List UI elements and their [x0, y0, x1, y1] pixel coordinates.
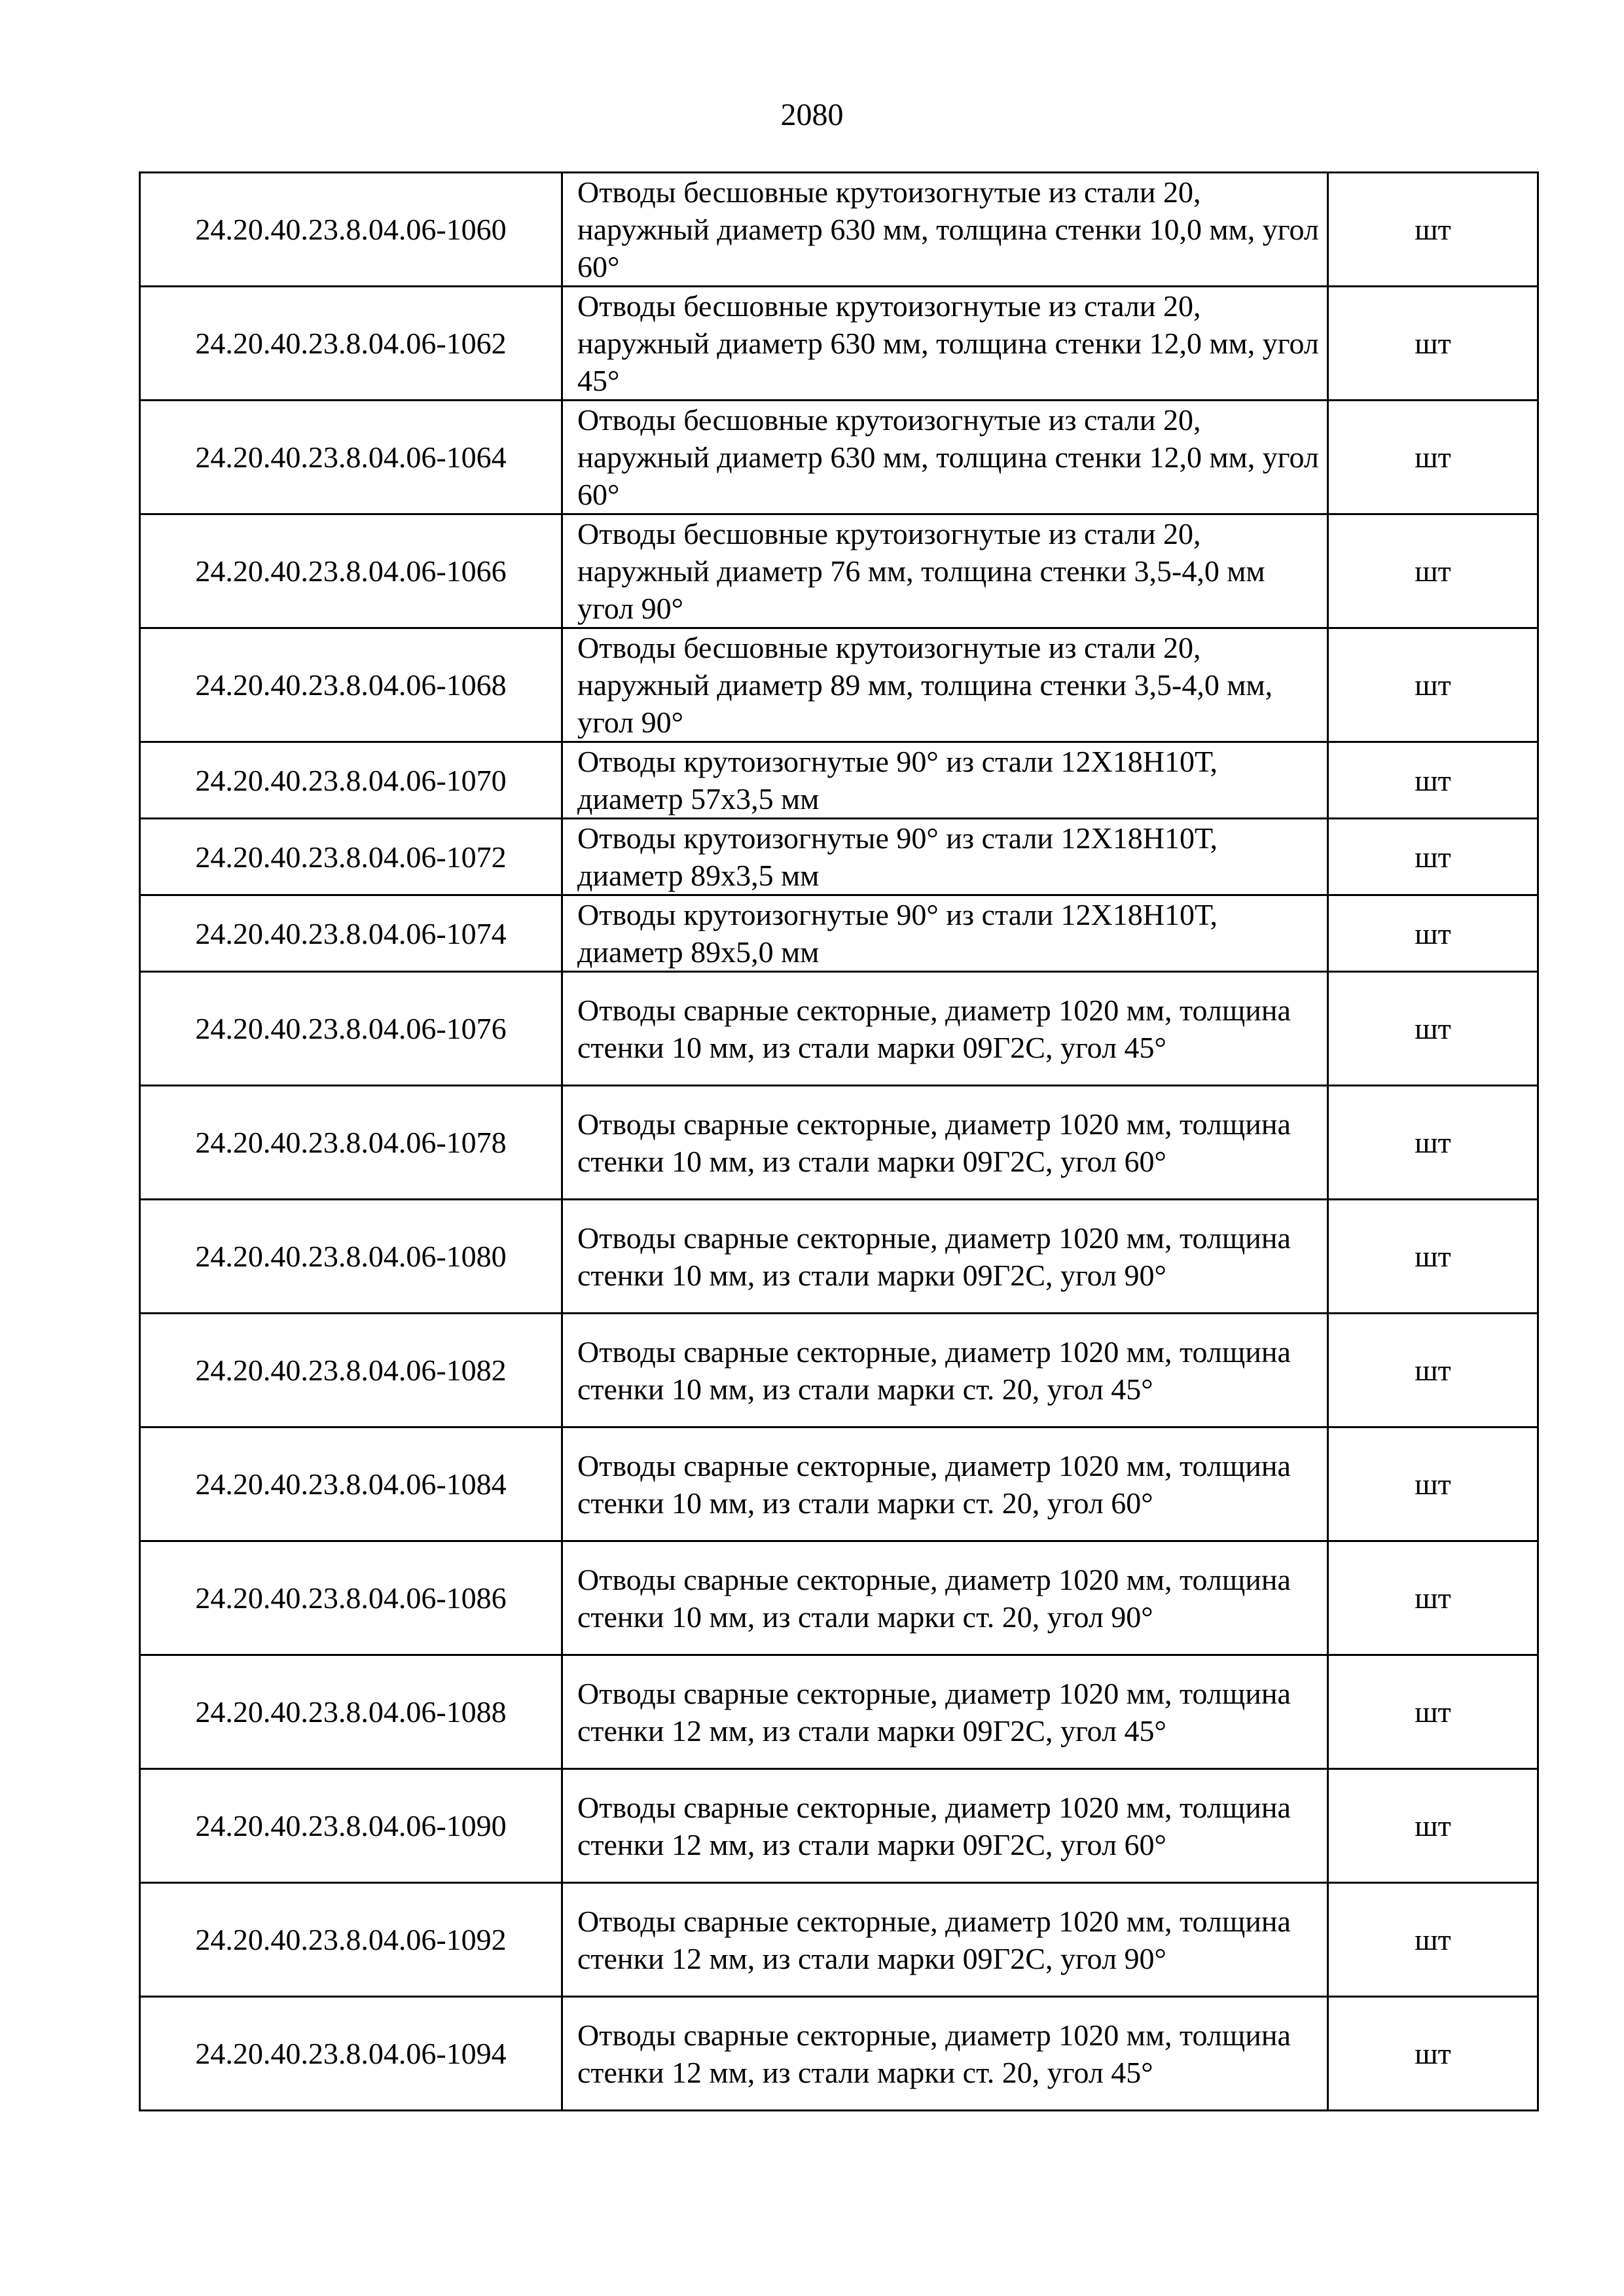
table-row: [140, 173, 1538, 287]
table-row: [140, 1541, 1538, 1655]
row-code: 24.20.40.23.8.04.06-1076: [140, 972, 562, 1086]
row-unit: шт: [1328, 1314, 1538, 1427]
table-row: [140, 628, 1538, 742]
row-code: 24.20.40.23.8.04.06-1070: [140, 742, 562, 819]
table-row: [140, 1769, 1538, 1883]
row-description: Отводы крутоизогнутые 90° из стали 12Х18Н10Т, диаметр 57х3,5 мм: [562, 742, 1328, 819]
row-description: Отводы сварные секторные, диаметр 1020 мм, толщина стенки 12 мм, из стали марки 09Г2С, угол 45°: [562, 1655, 1328, 1769]
row-code: 24.20.40.23.8.04.06-1084: [140, 1427, 562, 1541]
row-code: 24.20.40.23.8.04.06-1094: [140, 1997, 562, 2111]
row-description: Отводы крутоизогнутые 90° из стали 12Х18Н10Т, диаметр 89х3,5 мм: [562, 819, 1328, 895]
row-code: 24.20.40.23.8.04.06-1068: [140, 628, 562, 742]
table-row: [140, 1883, 1538, 1997]
table-row: [140, 287, 1538, 401]
row-unit: шт: [1328, 1769, 1538, 1883]
row-description: Отводы крутоизогнутые 90° из стали 12Х18Н10Т, диаметр 89х5,0 мм: [562, 895, 1328, 972]
row-description: Отводы сварные секторные, диаметр 1020 мм, толщина стенки 10 мм, из стали марки 09Г2С, угол 45°: [562, 972, 1328, 1086]
row-unit: шт: [1328, 628, 1538, 742]
table-row: [140, 819, 1538, 895]
row-description: Отводы бесшовные крутоизогнутые из стали 20, наружный диаметр 630 мм, толщина стенки 12,0 мм, угол 45°: [562, 287, 1328, 401]
row-description: Отводы сварные секторные, диаметр 1020 мм, толщина стенки 10 мм, из стали марки ст. 20, угол 90°: [562, 1541, 1328, 1655]
row-code: 24.20.40.23.8.04.06-1060: [140, 173, 562, 287]
table-row: [140, 1314, 1538, 1427]
row-unit: шт: [1328, 401, 1538, 514]
row-code: 24.20.40.23.8.04.06-1064: [140, 401, 562, 514]
row-unit: шт: [1328, 1541, 1538, 1655]
row-unit: шт: [1328, 1883, 1538, 1997]
row-description: Отводы сварные секторные, диаметр 1020 мм, толщина стенки 10 мм, из стали марки 09Г2С, угол 60°: [562, 1086, 1328, 1200]
row-code: 24.20.40.23.8.04.06-1074: [140, 895, 562, 972]
table-row: [140, 1086, 1538, 1200]
table-row: [140, 895, 1538, 972]
row-unit: шт: [1328, 819, 1538, 895]
row-unit: шт: [1328, 1086, 1538, 1200]
row-unit: шт: [1328, 972, 1538, 1086]
table-row: [140, 972, 1538, 1086]
row-unit: шт: [1328, 173, 1538, 287]
row-description: Отводы сварные секторные, диаметр 1020 мм, толщина стенки 12 мм, из стали марки 09Г2С, угол 90°: [562, 1883, 1328, 1997]
row-description: Отводы сварные секторные, диаметр 1020 мм, толщина стенки 12 мм, из стали марки ст. 20, угол 45°: [562, 1997, 1328, 2111]
row-code: 24.20.40.23.8.04.06-1062: [140, 287, 562, 401]
row-description: Отводы бесшовные крутоизогнутые из стали 20, наружный диаметр 89 мм, толщина стенки 3,5-4,0 мм, угол 90°: [562, 628, 1328, 742]
row-code: 24.20.40.23.8.04.06-1090: [140, 1769, 562, 1883]
table-row: [140, 1655, 1538, 1769]
table-row: [140, 742, 1538, 819]
row-description: Отводы сварные секторные, диаметр 1020 мм, толщина стенки 12 мм, из стали марки 09Г2С, угол 60°: [562, 1769, 1328, 1883]
row-description: Отводы сварные секторные, диаметр 1020 мм, толщина стенки 10 мм, из стали марки ст. 20, угол 45°: [562, 1314, 1328, 1427]
row-code: 24.20.40.23.8.04.06-1080: [140, 1200, 562, 1314]
row-unit: шт: [1328, 895, 1538, 972]
table-row: [140, 1427, 1538, 1541]
row-unit: шт: [1328, 1997, 1538, 2111]
row-description: Отводы сварные секторные, диаметр 1020 мм, толщина стенки 10 мм, из стали марки ст. 20, угол 60°: [562, 1427, 1328, 1541]
row-code: 24.20.40.23.8.04.06-1092: [140, 1883, 562, 1997]
row-unit: шт: [1328, 742, 1538, 819]
row-unit: шт: [1328, 1200, 1538, 1314]
row-code: 24.20.40.23.8.04.06-1082: [140, 1314, 562, 1427]
table-row: [140, 401, 1538, 514]
row-unit: шт: [1328, 514, 1538, 628]
price-table: [139, 171, 1539, 2111]
row-code: 24.20.40.23.8.04.06-1078: [140, 1086, 562, 1200]
row-code: 24.20.40.23.8.04.06-1088: [140, 1655, 562, 1769]
table-row: [140, 1200, 1538, 1314]
row-description: Отводы бесшовные крутоизогнутые из стали 20, наружный диаметр 76 мм, толщина стенки 3,5-4,0 мм угол 90°: [562, 514, 1328, 628]
row-description: Отводы бесшовные крутоизогнутые из стали 20, наружный диаметр 630 мм, толщина стенки 10,0 мм, угол 60°: [562, 173, 1328, 287]
row-code: 24.20.40.23.8.04.06-1066: [140, 514, 562, 628]
row-code: 24.20.40.23.8.04.06-1072: [140, 819, 562, 895]
row-unit: шт: [1328, 287, 1538, 401]
table-row: [140, 1997, 1538, 2111]
row-unit: шт: [1328, 1655, 1538, 1769]
page-number: 2080: [780, 98, 844, 132]
row-description: Отводы бесшовные крутоизогнутые из стали 20, наружный диаметр 630 мм, толщина стенки 12,0 мм, угол 60°: [562, 401, 1328, 514]
row-unit: шт: [1328, 1427, 1538, 1541]
row-code: 24.20.40.23.8.04.06-1086: [140, 1541, 562, 1655]
table-row: [140, 514, 1538, 628]
row-description: Отводы сварные секторные, диаметр 1020 мм, толщина стенки 10 мм, из стали марки 09Г2С, угол 90°: [562, 1200, 1328, 1314]
